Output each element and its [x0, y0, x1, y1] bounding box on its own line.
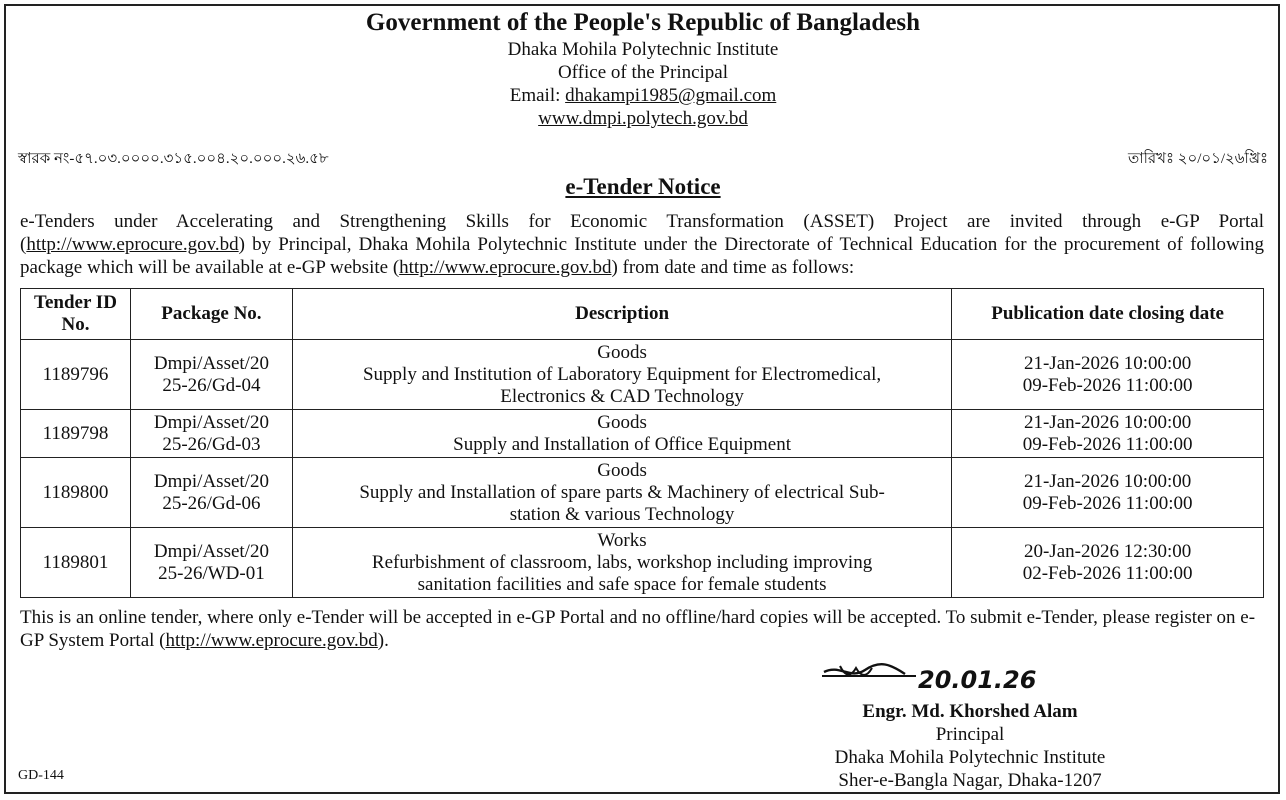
- signatory-name: Engr. Md. Khorshed Alam: [862, 701, 1078, 722]
- header-tender-id: Tender ID No.: [21, 289, 131, 340]
- tender-table: [20, 288, 1264, 598]
- description-line: sanitation facilities and safe space for female students: [417, 573, 827, 595]
- closing-date: 02-Feb-2026 11:00:00: [1022, 562, 1193, 584]
- intro-paragraph: [20, 210, 1264, 279]
- dates: [952, 410, 1264, 458]
- package-line: Dmpi/Asset/20: [153, 540, 269, 562]
- notice-title: [0, 174, 1286, 200]
- category: Goods: [597, 341, 647, 363]
- table-row: [21, 528, 1264, 598]
- package-line: 25-26/Gd-06: [162, 492, 261, 514]
- intro-text-3: ) from date and time as follows:: [611, 257, 855, 278]
- package-no: [130, 528, 292, 598]
- publication-date: 21-Jan-2026 10:00:00: [1023, 411, 1192, 433]
- closing-date: 09-Feb-2026 11:00:00: [1022, 433, 1193, 455]
- package-line: Dmpi/Asset/20: [153, 352, 269, 374]
- memo-date: তারিখঃ ২০/০১/২৬খ্রিঃ: [1127, 151, 1268, 167]
- dates: [952, 458, 1264, 528]
- package-no: [130, 340, 292, 410]
- category: Goods: [597, 411, 647, 433]
- description-line: Supply and Installation of spare parts & Machinery of electrical Sub-: [359, 481, 885, 503]
- memo-number: স্বারক নং-৫৭.০৩.০০০০.৩১৫.০০৪.২০.০০০.২৬.৫৮: [18, 151, 329, 167]
- signature-date: 20.01.26: [918, 666, 1037, 694]
- signature-scribble: [824, 664, 905, 674]
- header-description: Description: [292, 289, 951, 340]
- category: Goods: [597, 459, 647, 481]
- eprocure-link-2[interactable]: http://www.eprocure.gov.bd: [399, 257, 612, 278]
- description: [292, 528, 951, 598]
- dates: [952, 340, 1264, 410]
- form-code: GD-144: [18, 768, 64, 783]
- description-line: Electronics & CAD Technology: [500, 385, 744, 407]
- government-title: Government of the People's Republic of Bangladesh: [365, 9, 921, 36]
- package-line: 25-26/Gd-04: [162, 374, 261, 396]
- package-no: [130, 458, 292, 528]
- tender-id: 1189796: [21, 340, 131, 410]
- description: [292, 410, 951, 458]
- package-line: Dmpi/Asset/20: [153, 411, 269, 433]
- memo-row: [18, 147, 1268, 172]
- description: [292, 340, 951, 410]
- notice-title-text: e-Tender Notice: [565, 174, 721, 199]
- dates: [952, 528, 1264, 598]
- footer-text-2: ).: [377, 630, 389, 651]
- description-line: Refurbishment of classroom, labs, workshop including improving: [371, 551, 873, 573]
- publication-date: 21-Jan-2026 10:00:00: [1023, 470, 1192, 492]
- signatory-block: [760, 700, 1180, 792]
- table-row: [21, 340, 1264, 410]
- letterhead: [0, 8, 1286, 130]
- publication-date: 21-Jan-2026 10:00:00: [1023, 352, 1192, 374]
- package-line: 25-26/Gd-03: [162, 433, 261, 455]
- email-link[interactable]: dhakampi1985@gmail.com: [565, 85, 777, 106]
- description-line: Supply and Institution of Laboratory Equipment for Electromedical,: [362, 363, 882, 385]
- table-row: [21, 410, 1264, 458]
- intro-text-2: ) by Principal, Dhaka Mohila Polytechnic Institute under the Directorate of Technical Education for the procurement of following package which will be available at e-GP website (: [20, 234, 1264, 278]
- package-line: Dmpi/Asset/20: [153, 470, 269, 492]
- tender-id: 1189801: [21, 528, 131, 598]
- signatory-address: Sher-e-Bangla Nagar, Dhaka-1207: [838, 770, 1102, 791]
- tender-id: 1189798: [21, 410, 131, 458]
- footer-paragraph: [20, 606, 1264, 652]
- eprocure-link-1[interactable]: http://www.eprocure.gov.bd: [26, 234, 239, 255]
- email-line: [0, 84, 1286, 107]
- closing-date: 09-Feb-2026 11:00:00: [1022, 374, 1193, 396]
- table-header-row: [21, 289, 1264, 340]
- institute-name: Dhaka Mohila Polytechnic Institute: [507, 39, 779, 60]
- footer-text-1: This is an online tender, where only e-Tender will be accepted in e-GP Portal and no offline/hard copies will be accepted. To submit e-Tender, please register on e-GP System Portal (: [20, 607, 1256, 651]
- website-line: [0, 107, 1286, 130]
- intro-text-1: e-Tenders under Accelerating and Strengthening Skills for Economic Transformation (ASSET) Project are invited through e-GP Portal (: [20, 211, 1264, 255]
- package-no: [130, 410, 292, 458]
- website-link[interactable]: www.dmpi.polytech.gov.bd: [538, 108, 748, 129]
- office-name: Office of the Principal: [557, 62, 729, 83]
- eprocure-link-3[interactable]: http://www.eprocure.gov.bd: [165, 630, 378, 651]
- header-dates: Publication date closing date: [952, 289, 1264, 340]
- header-package: Package No.: [130, 289, 292, 340]
- description: [292, 458, 951, 528]
- closing-date: 09-Feb-2026 11:00:00: [1022, 492, 1193, 514]
- tender-id: 1189800: [21, 458, 131, 528]
- package-line: 25-26/WD-01: [158, 562, 265, 584]
- table-row: [21, 458, 1264, 528]
- signatory-institute: Dhaka Mohila Polytechnic Institute: [834, 747, 1106, 768]
- publication-date: 20-Jan-2026 12:30:00: [1023, 540, 1192, 562]
- category: Works: [597, 529, 647, 551]
- email-label: Email:: [509, 85, 566, 106]
- description-line: station & various Technology: [509, 503, 735, 525]
- handwritten-signature: [820, 660, 1060, 694]
- description-line: Supply and Installation of Office Equipment: [453, 433, 792, 455]
- signatory-title: Principal: [935, 724, 1005, 745]
